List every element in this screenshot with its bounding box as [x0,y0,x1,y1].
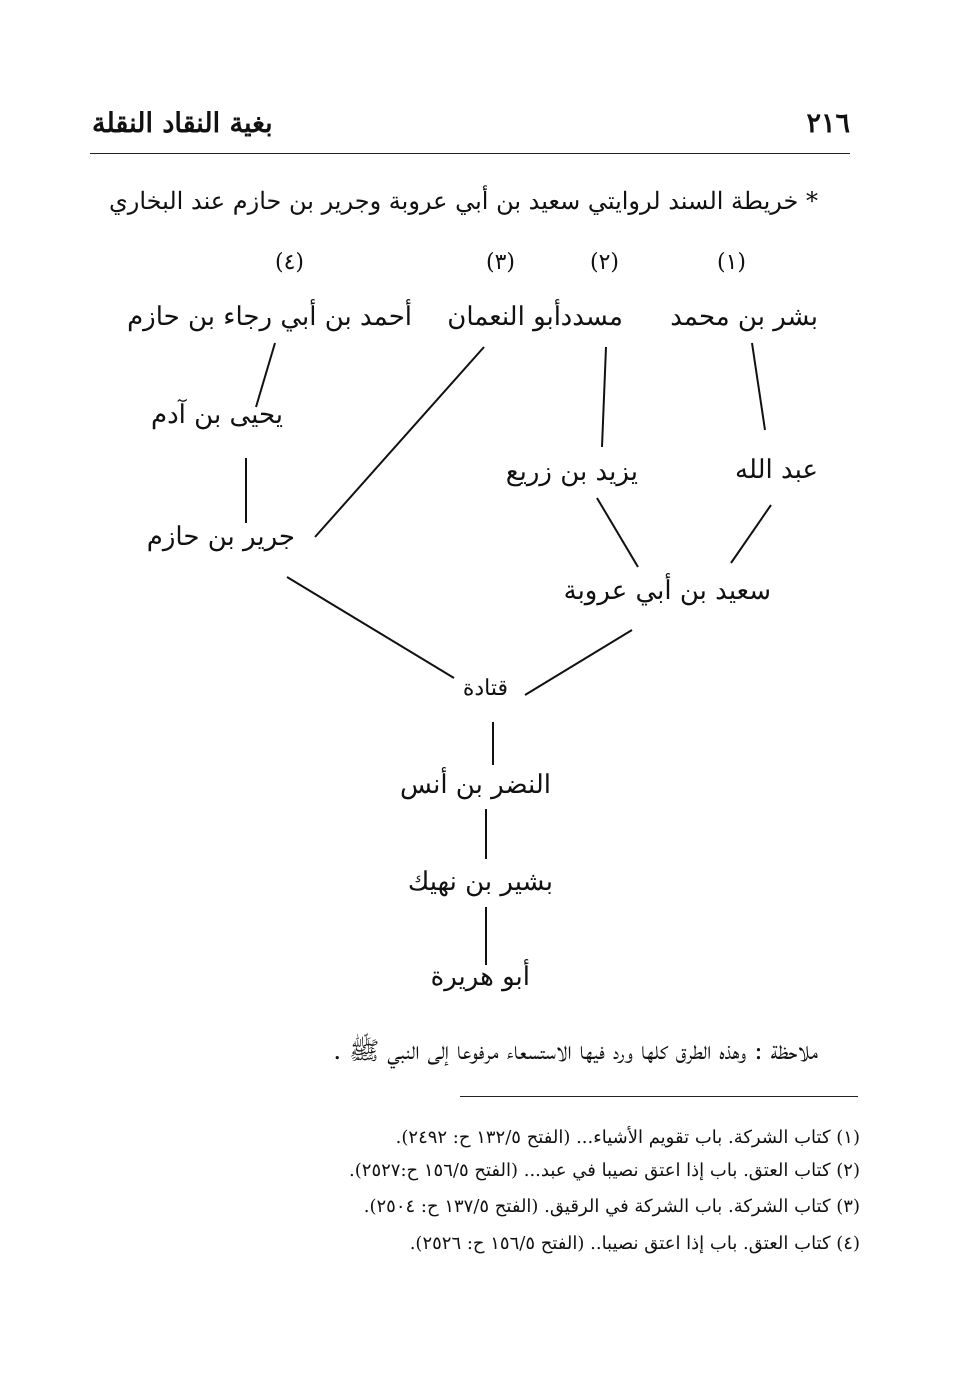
route-number-3: (٣) [486,250,516,275]
line-bishr-abdullah [752,343,765,430]
running-title: بغية النقاد النقلة [92,108,273,139]
node-said-ibn-abi-aruba: سعيد بن أبي عروبة [563,576,771,606]
line-said-qatada [525,630,632,695]
node-bashir-ibn-nahik: بشير بن نهيك [407,867,553,897]
node-yahya-ibn-adam: يحيى بن آدم [151,400,283,430]
route-number-2: (٢) [590,250,620,275]
footnote-1: (١) كتاب الشركة. باب تقويم الأشياء... (الفتح ١٣٢/٥ ح: ٢٤٩٢). [395,1127,860,1148]
node-abdullah: عبد الله [735,455,818,485]
node-al-nadr-ibn-anas: النضر بن أنس [399,770,551,800]
diagram-caption: * خريطة السند لروايتي سعيد بن أبي عروبة وجرير بن حازم عند البخاري [108,187,818,215]
node-abu-hurayra: أبو هريرة [430,962,530,992]
footnote-4: (٤) كتاب العتق. باب إذا اعتق نصيبا.. (الفتح ١٥٦/٥ ح: ٢٥٢٦). [409,1233,860,1254]
node-yazid-ibn-zuray: يزيد بن زريع [505,457,638,487]
route-number-4: (٤) [275,250,305,275]
line-ahmad-yahya [256,343,275,407]
note-text: ملاحظة : وهذه الطرق كلها ورد فيها الاستسعاء مرفوعا إلى النبي ﷺ . [333,1036,818,1065]
node-qatada: قتادة [462,676,508,701]
node-abu-al-numan: أبو النعمان [447,302,561,332]
line-abunuman-jarir [315,347,484,537]
page-number: ٢١٦ [806,108,850,139]
node-musaddad: مسدد [560,302,623,332]
footnote-2: (٢) كتاب العتق. باب إذا اعتق نصيبا في عبد... (الفتح ١٥٦/٥ ح:٢٥٢٧). [349,1160,860,1181]
node-ahmad-ibn-abi-raja: أحمد بن أبي رجاء بن حازم [127,302,412,332]
route-number-1: (١) [717,250,747,275]
line-abdullah-said [731,505,771,563]
line-musaddad-yazid [602,347,606,447]
line-jarir-qatada [287,577,454,678]
footnote-3: (٣) كتاب الشركة. باب الشركة في الرقيق. (الفتح ١٣٧/٥ ح: ٢٥٠٤). [363,1196,860,1217]
footnote-rule [460,1096,858,1097]
node-jarir-ibn-hazim: جرير بن حازم [146,522,295,552]
node-bishr-ibn-muhammad: بشر بن محمد [670,302,818,332]
line-yazid-said [597,498,638,567]
